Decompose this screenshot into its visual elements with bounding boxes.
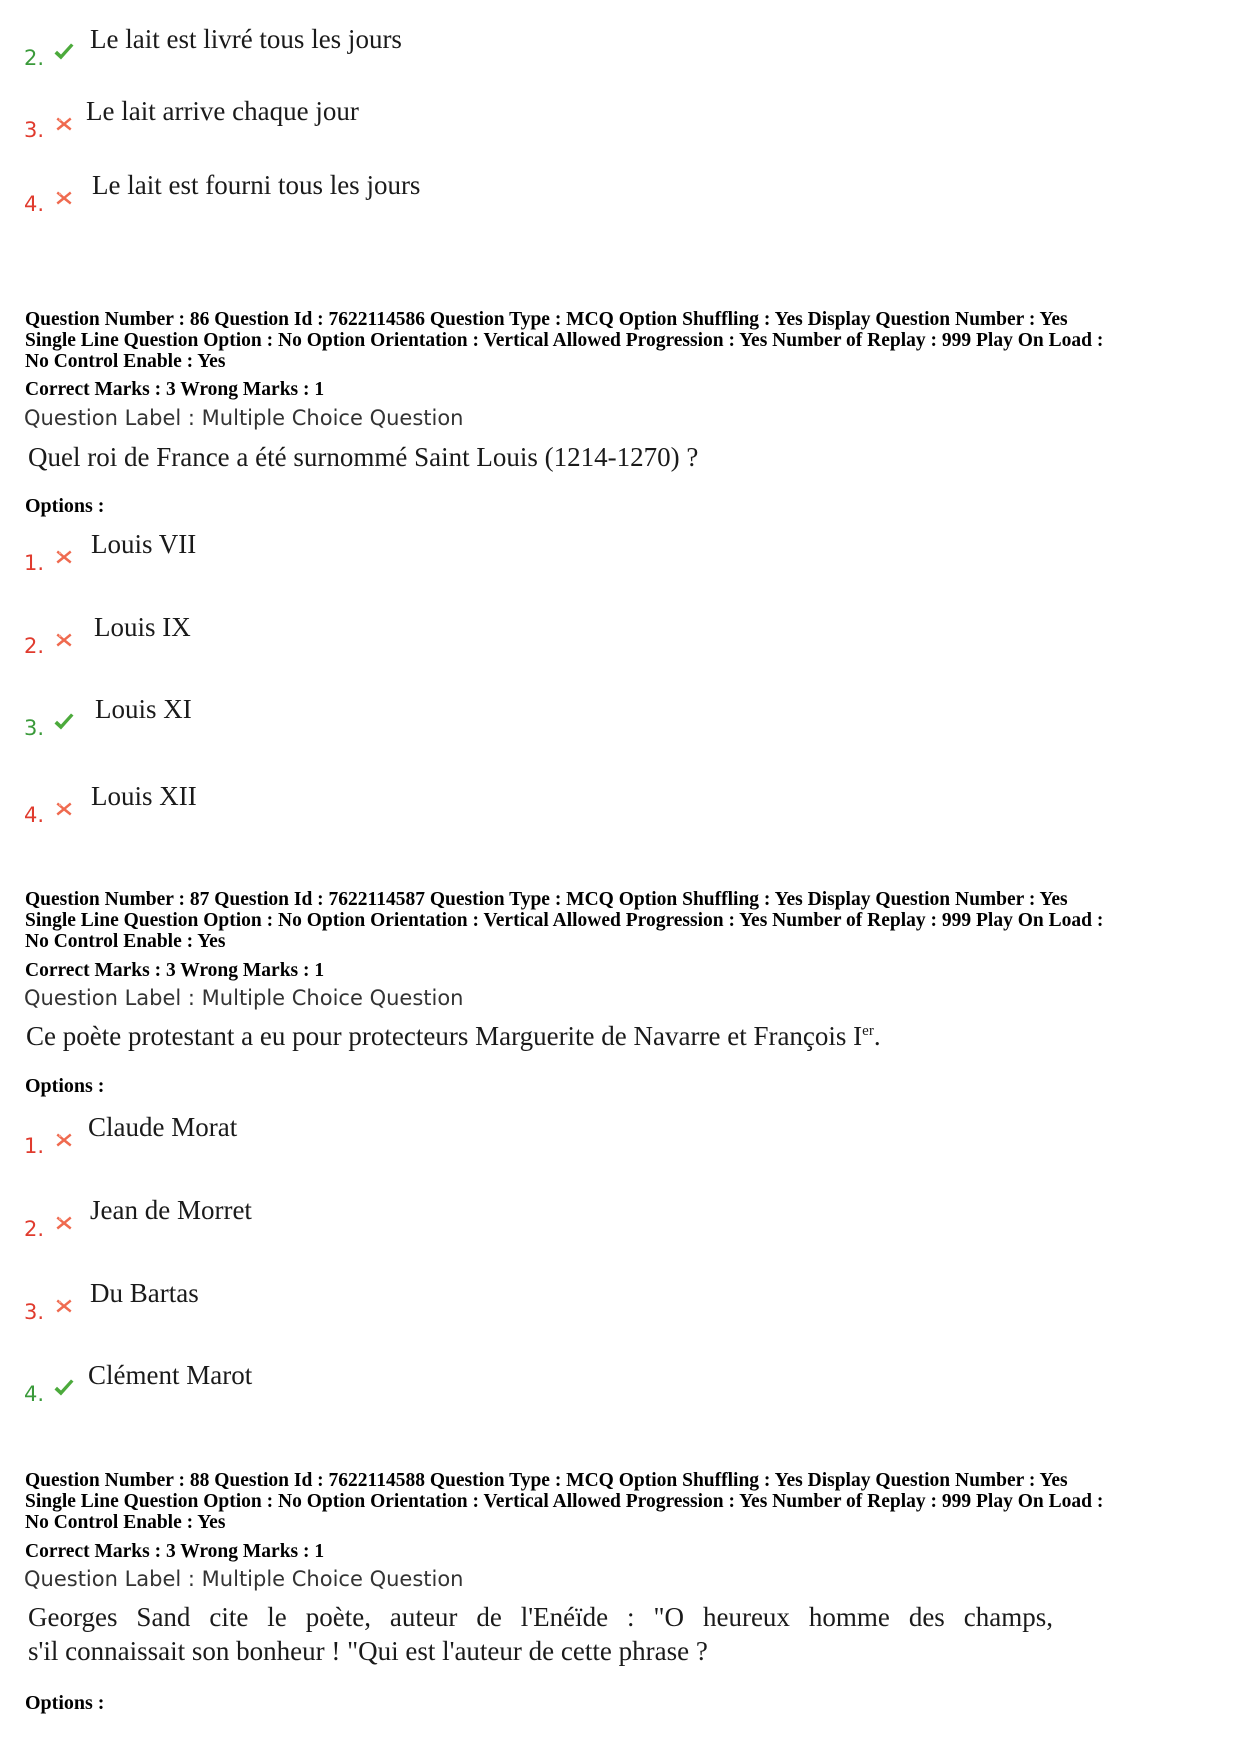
option-row (24, 1195, 924, 1241)
wrong-cross-icon (52, 1211, 76, 1235)
question-meta: Question Number : 88 Question Id : 7622114588 Question Type : MCQ Option Shuffling : Yes Display Question Number : Yes Single Line Question Option : No Option Orientation : Vertical Allowed Progression : Yes Number of Replay : 999 Play On Load : No Control Enable : Yes (25, 1470, 1104, 1533)
wrong-cross-icon (52, 1128, 76, 1152)
option-row (24, 1278, 924, 1324)
question-marks: Correct Marks : 3 Wrong Marks : 1 (25, 379, 325, 400)
options-heading: Options : (25, 1075, 105, 1097)
option-row (24, 529, 924, 575)
option-number: 2. (24, 46, 45, 70)
question-text: Georges Sand cite le poète, auteur de l'Enéïde : "O heureux homme des champs, s'il connaissait son bonheur ! "Qui est l'auteur de cette phrase ? (28, 1602, 1053, 1666)
question-label: Question Label : Multiple Choice Question (24, 1567, 464, 1591)
option-number: 2. (24, 634, 45, 658)
option-number: 4. (24, 1382, 45, 1406)
wrong-cross-icon (52, 545, 76, 569)
option-row (24, 612, 924, 658)
question-marks: Correct Marks : 3 Wrong Marks : 1 (25, 960, 325, 981)
option-text: Clément Marot (88, 1360, 253, 1390)
option-number: 3. (24, 716, 45, 740)
option-text: Louis XI (95, 694, 192, 724)
question-meta: Question Number : 87 Question Id : 7622114587 Question Type : MCQ Option Shuffling : Yes Display Question Number : Yes Single Line Question Option : No Option Orientation : Vertical Allowed Progression : Yes Number of Replay : 999 Play On Load : No Control Enable : Yes (25, 889, 1104, 952)
option-text: Claude Morat (88, 1112, 238, 1142)
question-text: Quel roi de France a été surnommé Saint Louis (1214-1270) ? (28, 442, 699, 472)
wrong-cross-icon (52, 186, 76, 210)
question-label: Question Label : Multiple Choice Question (24, 406, 464, 430)
option-text: Le lait arrive chaque jour (86, 96, 359, 126)
option-row (24, 24, 924, 70)
option-row (24, 170, 924, 216)
option-row (24, 96, 924, 142)
option-row (24, 1112, 924, 1158)
option-text: Louis IX (94, 612, 191, 642)
question-label: Question Label : Multiple Choice Question (24, 986, 464, 1010)
option-number: 1. (24, 551, 45, 575)
option-text: Le lait est fourni tous les jours (92, 170, 421, 200)
option-row (24, 1360, 924, 1406)
correct-check-icon (52, 710, 76, 734)
wrong-cross-icon (52, 112, 76, 136)
option-text: Louis XII (91, 781, 197, 811)
option-text: Le lait est livré tous les jours (90, 24, 402, 54)
question-marks: Correct Marks : 3 Wrong Marks : 1 (25, 1541, 325, 1562)
option-number: 3. (24, 1300, 45, 1324)
wrong-cross-icon (52, 628, 76, 652)
option-text: Du Bartas (90, 1278, 199, 1308)
option-text: Louis VII (91, 529, 197, 559)
question-meta: Question Number : 86 Question Id : 7622114586 Question Type : MCQ Option Shuffling : Yes Display Question Number : Yes Single Line Question Option : No Option Orientation : Vertical Allowed Progression : Yes Number of Replay : 999 Play On Load : No Control Enable : Yes (25, 309, 1104, 372)
wrong-cross-icon (52, 1294, 76, 1318)
option-number: 4. (24, 803, 45, 827)
option-row (24, 694, 924, 740)
option-number: 2. (24, 1217, 45, 1241)
correct-check-icon (52, 40, 76, 64)
option-number: 3. (24, 118, 45, 142)
options-heading: Options : (25, 1692, 105, 1714)
option-number: 4. (24, 192, 45, 216)
options-heading: Options : (25, 495, 105, 517)
correct-check-icon (52, 1376, 76, 1400)
option-number: 1. (24, 1134, 45, 1158)
option-row (24, 781, 924, 827)
wrong-cross-icon (52, 797, 76, 821)
question-text: Ce poète protestant a eu pour protecteurs Marguerite de Navarre et François Ier. (26, 1021, 881, 1051)
option-text: Jean de Morret (90, 1195, 252, 1225)
